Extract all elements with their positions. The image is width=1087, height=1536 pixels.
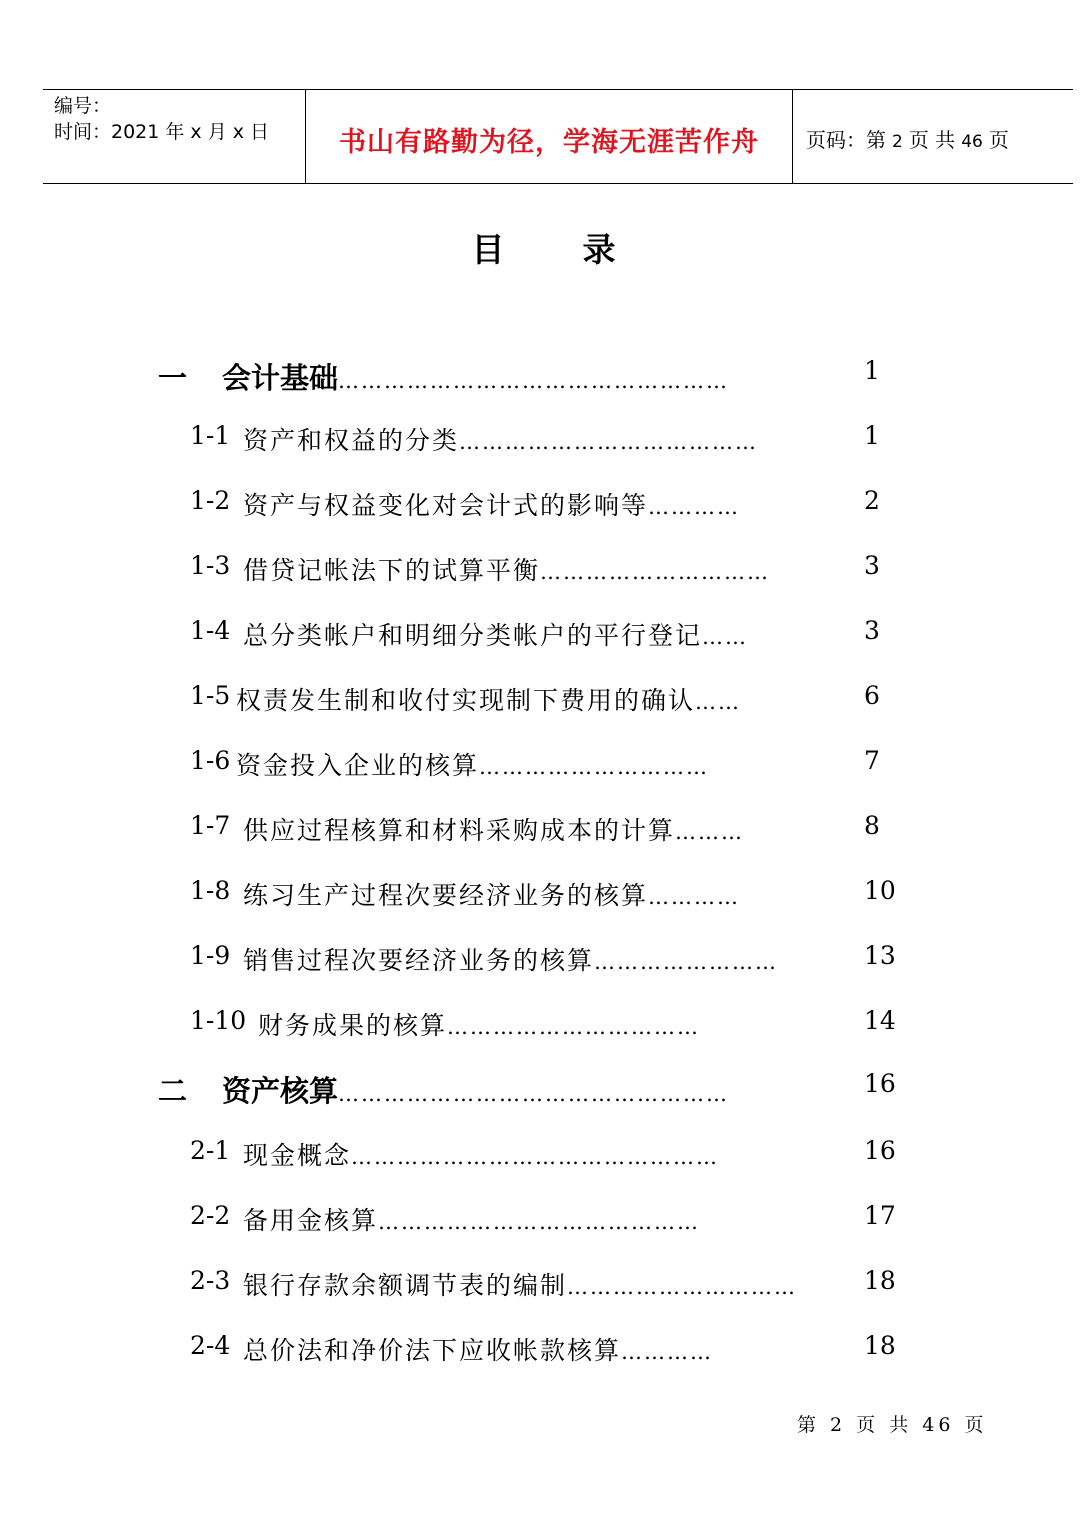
dot-leader: …………………………………… [378, 1210, 701, 1234]
page-ref: 14 [864, 1006, 896, 1035]
dot-leader: ………… [621, 1340, 714, 1364]
dot-leader: ………… [648, 495, 741, 519]
toc-entry[interactable] [0, 1331, 1087, 1371]
toc-entry[interactable] [0, 551, 1087, 591]
chapter-title: 会计基础…………………………………………… [222, 361, 730, 395]
dot-leader: …………………… [594, 950, 779, 974]
entry-number: 1-9 [190, 941, 231, 970]
entry-number: 2-3 [190, 1266, 231, 1295]
chapter-number: 一 [158, 361, 188, 395]
entry-number: 1-2 [190, 486, 231, 515]
entry-number: 1-6 [190, 746, 231, 775]
dot-leader: ………………………………………… [351, 1145, 720, 1169]
page-current: 2 [892, 132, 903, 152]
toc-entry[interactable] [0, 1136, 1087, 1176]
toc-entry[interactable] [0, 681, 1087, 721]
dot-leader: …………………………… [447, 1015, 701, 1039]
entry-number: 2-2 [190, 1201, 231, 1230]
dot-leader: ……… [675, 820, 745, 844]
toc-chapter[interactable] [0, 356, 1087, 396]
entry-title: 借贷记帐法下的试算平衡………………………… [243, 556, 771, 585]
page-ref: 18 [864, 1331, 896, 1360]
toc-entry[interactable] [0, 746, 1087, 786]
page-ref: 8 [864, 811, 880, 840]
page-suffix: 页 [988, 128, 1009, 152]
toc-entry[interactable] [0, 1201, 1087, 1241]
entry-number: 1-3 [190, 551, 231, 580]
entry-title: 权责发生制和收付实现制下费用的确认…… [236, 686, 742, 715]
page-footer: 第 2 页 共 46 页 [797, 1414, 988, 1436]
entry-number: 2-1 [190, 1136, 231, 1165]
dot-leader: ………………………………… [459, 430, 759, 454]
page-ref: 1 [864, 356, 880, 385]
entry-number: 1-10 [190, 1006, 247, 1035]
chapter-number: 二 [158, 1074, 188, 1108]
entry-number: 2-4 [190, 1331, 231, 1360]
entry-title: 银行存款余额调节表的编制………………………… [243, 1271, 798, 1300]
dot-leader: ………………………… [479, 755, 710, 779]
header-motto: 书山有路勤为径，学海无涯苦作舟 [339, 127, 759, 158]
toc-entry[interactable] [0, 1266, 1087, 1306]
page-total: 46 [961, 132, 983, 152]
dot-leader: …… [702, 625, 749, 649]
entry-title: 财务成果的核算…………………………… [258, 1011, 701, 1040]
entry-number: 1-4 [190, 616, 231, 645]
entry-title: 供应过程核算和材料采购成本的计算……… [243, 816, 745, 845]
page-mid: 页 共 [908, 128, 956, 152]
page-ref: 16 [864, 1069, 896, 1098]
toc-entry[interactable] [0, 1006, 1087, 1046]
entry-title: 练习生产过程次要经济业务的核算………… [243, 881, 741, 910]
chapter-title: 资产核算…………………………………………… [222, 1074, 730, 1108]
entry-title: 资产和权益的分类………………………………… [243, 426, 759, 455]
entry-title: 总分类帐户和明细分类帐户的平行登记…… [243, 621, 749, 650]
toc-entry[interactable] [0, 876, 1087, 916]
entry-title: 资金投入企业的核算………………………… [236, 751, 710, 780]
page-ref: 10 [864, 876, 896, 905]
page-ref: 3 [864, 551, 880, 580]
entry-number: 1-5 [190, 681, 231, 710]
entry-number: 1-7 [190, 811, 231, 840]
toc-entry[interactable] [0, 616, 1087, 656]
page-ref: 13 [864, 941, 896, 970]
entry-title: 现金概念………………………………………… [243, 1141, 720, 1170]
dot-leader: …………………………………………… [338, 369, 730, 393]
toc-entry[interactable] [0, 421, 1087, 461]
serial-number-label: 编号： [54, 95, 112, 117]
page-ref: 18 [864, 1266, 896, 1295]
entry-title: 备用金核算…………………………………… [243, 1206, 701, 1235]
entry-title: 总价法和净价法下应收帐款核算………… [243, 1336, 714, 1365]
toc-chapter[interactable] [0, 1069, 1087, 1109]
page-ref: 16 [864, 1136, 896, 1165]
entry-number: 1-1 [190, 421, 231, 450]
toc-entry[interactable] [0, 941, 1087, 981]
toc-entry[interactable] [0, 486, 1087, 526]
dot-leader: …… [695, 690, 742, 714]
page-title: 目录 [471, 230, 694, 269]
time-label: 时间：2021 年 x 月 x 日 [54, 121, 270, 143]
page-ref: 6 [864, 681, 880, 710]
dot-leader: ………… [648, 885, 741, 909]
page-ref: 1 [864, 421, 880, 450]
entry-number: 1-8 [190, 876, 231, 905]
page-ref: 3 [864, 616, 880, 645]
entry-title: 销售过程次要经济业务的核算…………………… [243, 946, 779, 975]
dot-leader: …………………………………………… [338, 1082, 730, 1106]
entry-title: 资产与权益变化对会计式的影响等………… [243, 491, 741, 520]
toc-entry[interactable] [0, 811, 1087, 851]
dot-leader: ………………………… [540, 560, 771, 584]
page-ref: 17 [864, 1201, 896, 1230]
page-ref: 2 [864, 486, 880, 515]
page-ref: 7 [864, 746, 880, 775]
page-prefix: 页码：第 [806, 128, 886, 152]
dot-leader: ………………………… [567, 1275, 798, 1299]
